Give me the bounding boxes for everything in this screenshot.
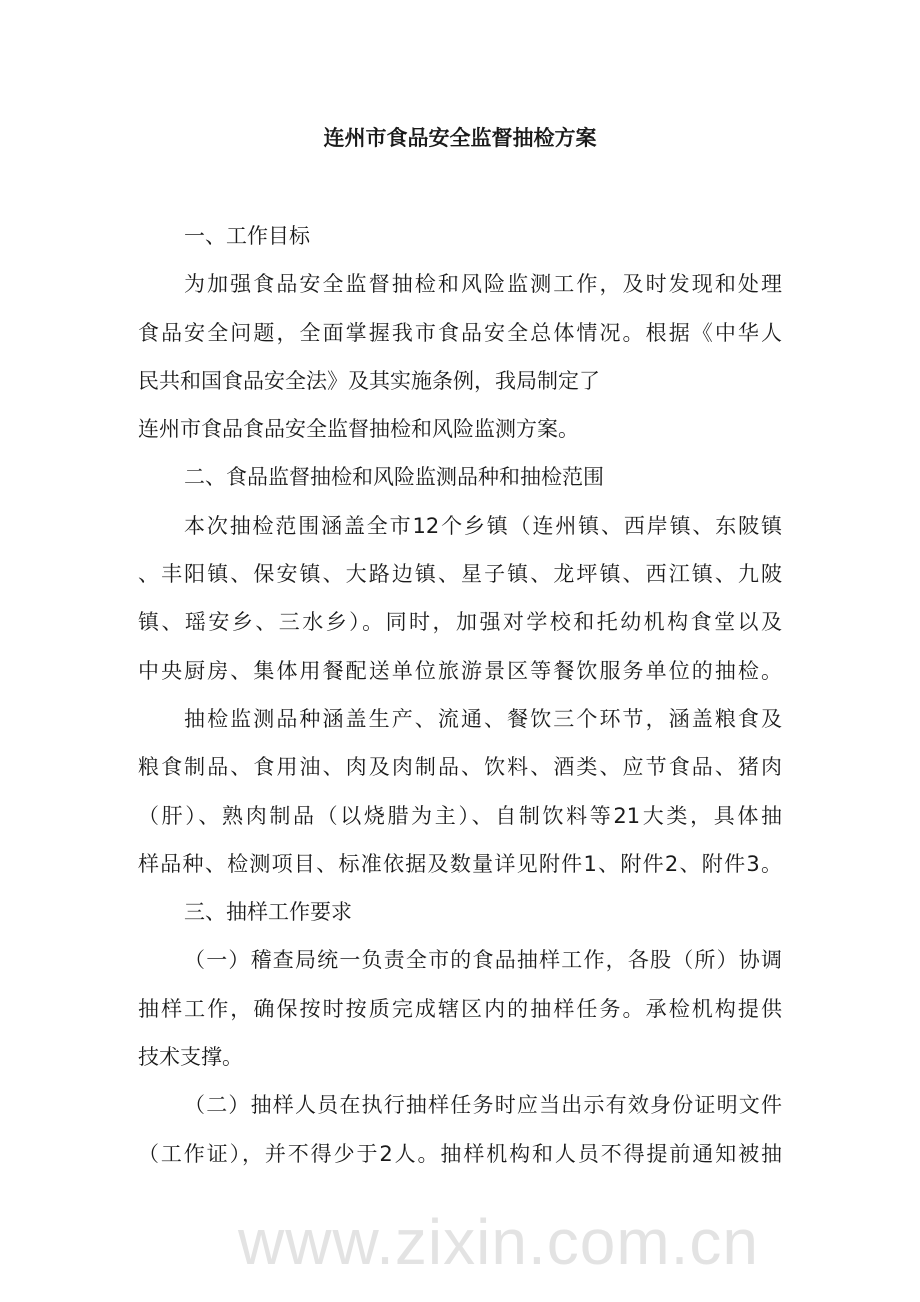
document-title: 连州市食品安全监督抽检方案: [323, 126, 597, 150]
section-heading: 二、食品监督抽检和风险监测品种和抽检范围: [184, 465, 604, 490]
text-line: 为加强食品安全监督抽检和风险监测工作，及时发现和处理: [184, 272, 782, 297]
text-line: （工作证），并不得少于2人。抽样机构和人员不得提前通知被抽: [138, 1141, 782, 1166]
document-body: [138, 212, 782, 1178]
section-heading: 一、工作目标: [184, 224, 310, 248]
text-line: 样品种、检测项目、标准依据及数量详见附件1、附件2、附件3。: [138, 851, 782, 876]
text-line: （肝）、熟肉制品（以烧腊为主）、自制饮料等21大类，具体抽: [138, 803, 782, 828]
text-line: 镇、瑶安乡、三水乡）。同时，加强对学校和托幼机构食堂以及: [138, 610, 782, 635]
text-line: 中央厨房、集体用餐配送单位旅游景区等餐饮服务单位的抽检。: [138, 658, 782, 683]
section-heading: 三、抽样工作要求: [184, 900, 352, 925]
text-line: 本次抽检范围涵盖全市12个乡镇（连州镇、西岸镇、东陂镇: [184, 513, 782, 538]
text-line: 食品安全问题，全面掌握我市食品安全总体情况。根据《中华人: [138, 320, 782, 345]
watermark: www.zixin.com.cn: [238, 1206, 759, 1278]
text-line: （二）抽样人员在执行抽样任务时应当出示有效身份证明文件: [184, 1093, 782, 1118]
text-line: 抽检监测品种涵盖生产、流通、餐饮三个环节，涵盖粮食及: [184, 706, 782, 731]
text-line: 技术支撑。: [138, 1045, 243, 1070]
text-line: 、丰阳镇、保安镇、大路边镇、星子镇、龙坪镇、西江镇、九陂: [138, 562, 782, 587]
text-line: 连州市食品食品安全监督抽检和风险监测方案。: [138, 417, 579, 442]
text-line: 抽样工作，确保按时按质完成辖区内的抽样任务。承检机构提供: [138, 996, 782, 1021]
text-line: 民共和国食品安全法》及其实施条例，我局制定了: [138, 368, 600, 393]
text-line: （一）稽查局统一负责全市的食品抽样工作，各股（所）协调: [184, 948, 782, 973]
text-line: 粮食制品、食用油、肉及肉制品、饮料、酒类、应节食品、猪肉: [138, 755, 782, 780]
